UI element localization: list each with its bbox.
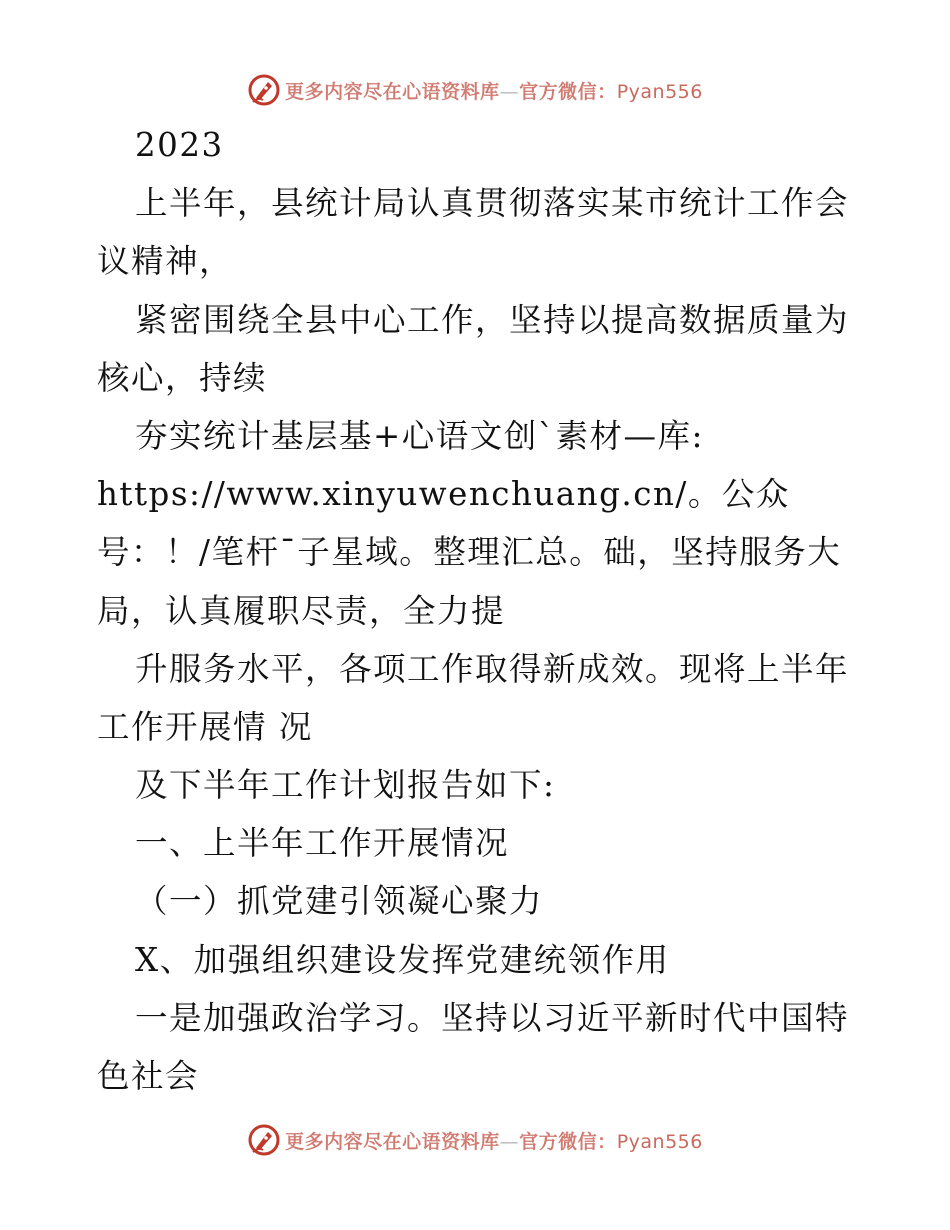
- banner-wechat-label: 官方微信：: [519, 80, 617, 103]
- pen-nib-logo-icon: [247, 73, 281, 107]
- text-line: 色社会: [97, 1057, 200, 1095]
- banner-wechat-label: 官方微信：: [519, 1130, 617, 1153]
- header-banner: [0, 70, 950, 110]
- banner-main-text: 更多内容尽在心语资料库: [285, 1130, 500, 1153]
- text-line: 2023: [135, 126, 224, 164]
- text-line: 一是加强政治学习。坚持以习近平新时代中国特: [135, 998, 850, 1037]
- text-line: 号：！/笔杆¯子星域。整理汇总。础，坚持服务大: [97, 533, 842, 572]
- footer-banner: [0, 1120, 950, 1160]
- text-line: 及下半年工作计划报告如下:: [135, 766, 556, 805]
- text-line: https://www.xinyuwenchuang.cn/。公众: [97, 475, 790, 514]
- banner-text: [285, 77, 703, 104]
- text-line: 紧密围绕全县中心工作，坚持以提高数据质量为: [135, 300, 850, 339]
- pen-nib-logo-icon: [247, 1123, 281, 1157]
- banner-text: [285, 1127, 703, 1154]
- banner-dash: —: [499, 1130, 520, 1153]
- banner-wechat-id: Pyan556: [616, 1130, 703, 1153]
- text-line: 议精神，: [97, 242, 234, 281]
- text-line: 夯实统计基层基+心语文创`素材—库:: [135, 416, 704, 455]
- document-body: [97, 116, 857, 1105]
- text-line: 上半年，县统计局认真贯彻落实某市统计工作会: [135, 184, 850, 223]
- banner-wechat-id: Pyan556: [616, 80, 703, 103]
- text-line: 升服务水平，各项工作取得新成效。现将上半年: [135, 649, 850, 688]
- text-line: X、加强组织建设发挥党建统领作用: [135, 940, 670, 979]
- text-line: 局，认真履职尽责，全力提: [97, 591, 506, 630]
- text-line: 核心，持续: [97, 358, 268, 397]
- banner-main-text: 更多内容尽在心语资料库: [285, 80, 500, 103]
- text-line: 工作开展情 况: [97, 707, 313, 746]
- text-line: （一）抓党建引领凝心聚力: [135, 882, 544, 921]
- text-line: 一、上半年工作开展情况: [135, 824, 510, 863]
- banner-dash: —: [499, 80, 520, 103]
